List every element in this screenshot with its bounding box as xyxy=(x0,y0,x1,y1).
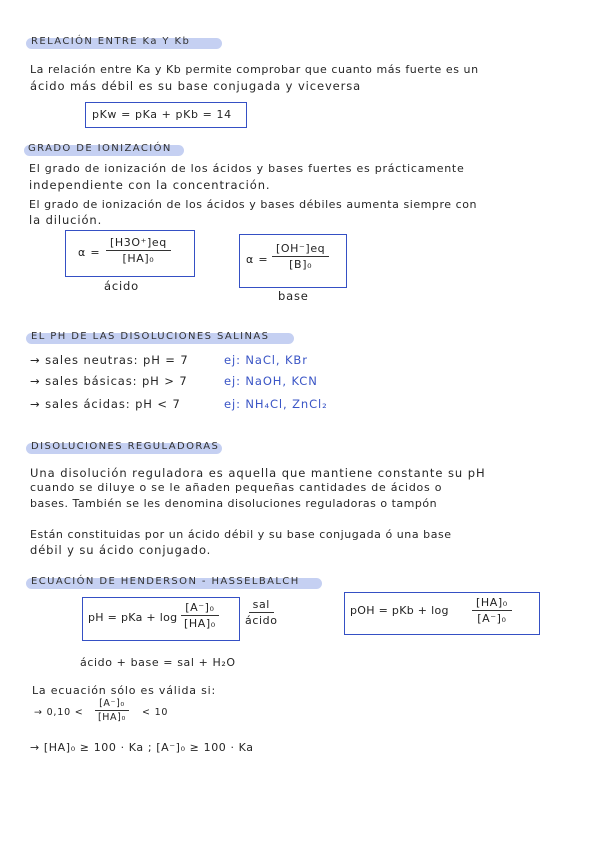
sal-row-text: → sales básicas: pH > 7 xyxy=(30,374,188,388)
section-title-ph-salinas: EL PH DE LAS DISOLUCIONES SALINAS xyxy=(31,331,270,342)
henderson-ph-denominator: [HA]₀ xyxy=(184,617,216,630)
grado-p2-line-1: El grado de ionización de los ácidos y bases débiles aumenta siempre con xyxy=(29,198,478,211)
sal-row-example: ej: NH₄Cl, ZnCl₂ xyxy=(224,397,328,411)
reaction-equation: ácido + base = sal + H₂O xyxy=(80,656,236,669)
sal-label: sal xyxy=(249,598,274,613)
sal-row-text: → sales ácidas: pH < 7 xyxy=(30,397,181,411)
henderson-ph-fraction xyxy=(180,601,220,630)
relacion-line-2: ácido más débil es su base conjugada y viceversa xyxy=(30,79,362,93)
henderson-poh-fraction xyxy=(472,596,512,625)
reguladoras-p1-line-2: cuando se diluye o se le añaden pequeñas cantidades de ácidos o xyxy=(30,481,443,494)
alpha-acid-numerator: [H3O⁺]eq xyxy=(106,236,171,251)
condition-1-numerator: [A⁻]₀ xyxy=(95,698,129,711)
henderson-ph-prefix: pH = pKa + log xyxy=(88,611,178,624)
condition-1-prefix: → 0,10 < xyxy=(34,707,84,718)
sal-row-text: → sales neutras: pH = 7 xyxy=(30,353,189,367)
alpha-base-denominator: [B]₀ xyxy=(289,258,313,271)
condition-1-suffix: < 10 xyxy=(142,707,169,718)
grado-p1-line-2: independiente con la concentración. xyxy=(29,178,271,192)
reguladoras-p2-line-1: Están constituidas por un ácido débil y su base conjugada ó una base xyxy=(30,528,452,541)
relacion-line-1: La relación entre Ka y Kb permite comprobar que cuanto más fuerte es un xyxy=(30,63,479,76)
sal-row-example: ej: NaOH, KCN xyxy=(224,374,318,388)
section-title-reguladoras: DISOLUCIONES REGULADORAS xyxy=(31,441,220,452)
condition-2: → [HA]₀ ≥ 100 · Ka ; [A⁻]₀ ≥ 100 · Ka xyxy=(30,741,254,754)
grado-p1-line-1: El grado de ionización de los ácidos y bases fuertes es prácticamente xyxy=(29,162,465,175)
alpha-acid-symbol: α = xyxy=(78,246,101,259)
alpha-acid-label: ácido xyxy=(104,279,139,293)
grado-p2-line-2: la dilución. xyxy=(29,213,103,227)
alpha-acid-denominator: [HA]₀ xyxy=(122,252,155,265)
reguladoras-p1-line-1: Una disolución reguladora es aquella que mantiene constante su pH xyxy=(30,466,486,480)
condition-1-denominator: [HA]₀ xyxy=(98,712,126,723)
alpha-base-fraction xyxy=(272,242,329,271)
alpha-base-symbol: α = xyxy=(246,253,269,266)
section-title-relacion: RELACIÓN ENTRE Ka Y Kb xyxy=(31,36,191,47)
validity-intro: La ecuación sólo es válida si: xyxy=(32,684,217,697)
condition-1-fraction xyxy=(94,698,130,723)
henderson-poh-denominator: [A⁻]₀ xyxy=(477,612,507,625)
henderson-ph-numerator: [A⁻]₀ xyxy=(181,601,218,616)
reguladoras-p2-line-2: débil y su ácido conjugado. xyxy=(30,543,212,557)
sal-acido-fraction xyxy=(241,598,282,627)
acido-label: ácido xyxy=(245,614,278,627)
alpha-base-numerator: [OH⁻]eq xyxy=(272,242,329,257)
section-title-henderson: ECUACIÓN DE HENDERSON - HASSELBALCH xyxy=(31,576,300,587)
henderson-poh-numerator: [HA]₀ xyxy=(472,596,512,611)
henderson-poh-prefix: pOH = pKb + log xyxy=(350,604,449,617)
pkw-formula: pKw = pKa + pKb = 14 xyxy=(92,108,232,121)
sal-row-example: ej: NaCl, KBr xyxy=(224,353,308,367)
section-title-grado: GRADO DE IONIZACIÓN xyxy=(28,143,172,154)
alpha-base-label: base xyxy=(278,289,309,303)
alpha-acid-fraction xyxy=(106,236,171,265)
reguladoras-p1-line-3: bases. También se les denomina disoluciones reguladoras o tampón xyxy=(30,497,438,510)
